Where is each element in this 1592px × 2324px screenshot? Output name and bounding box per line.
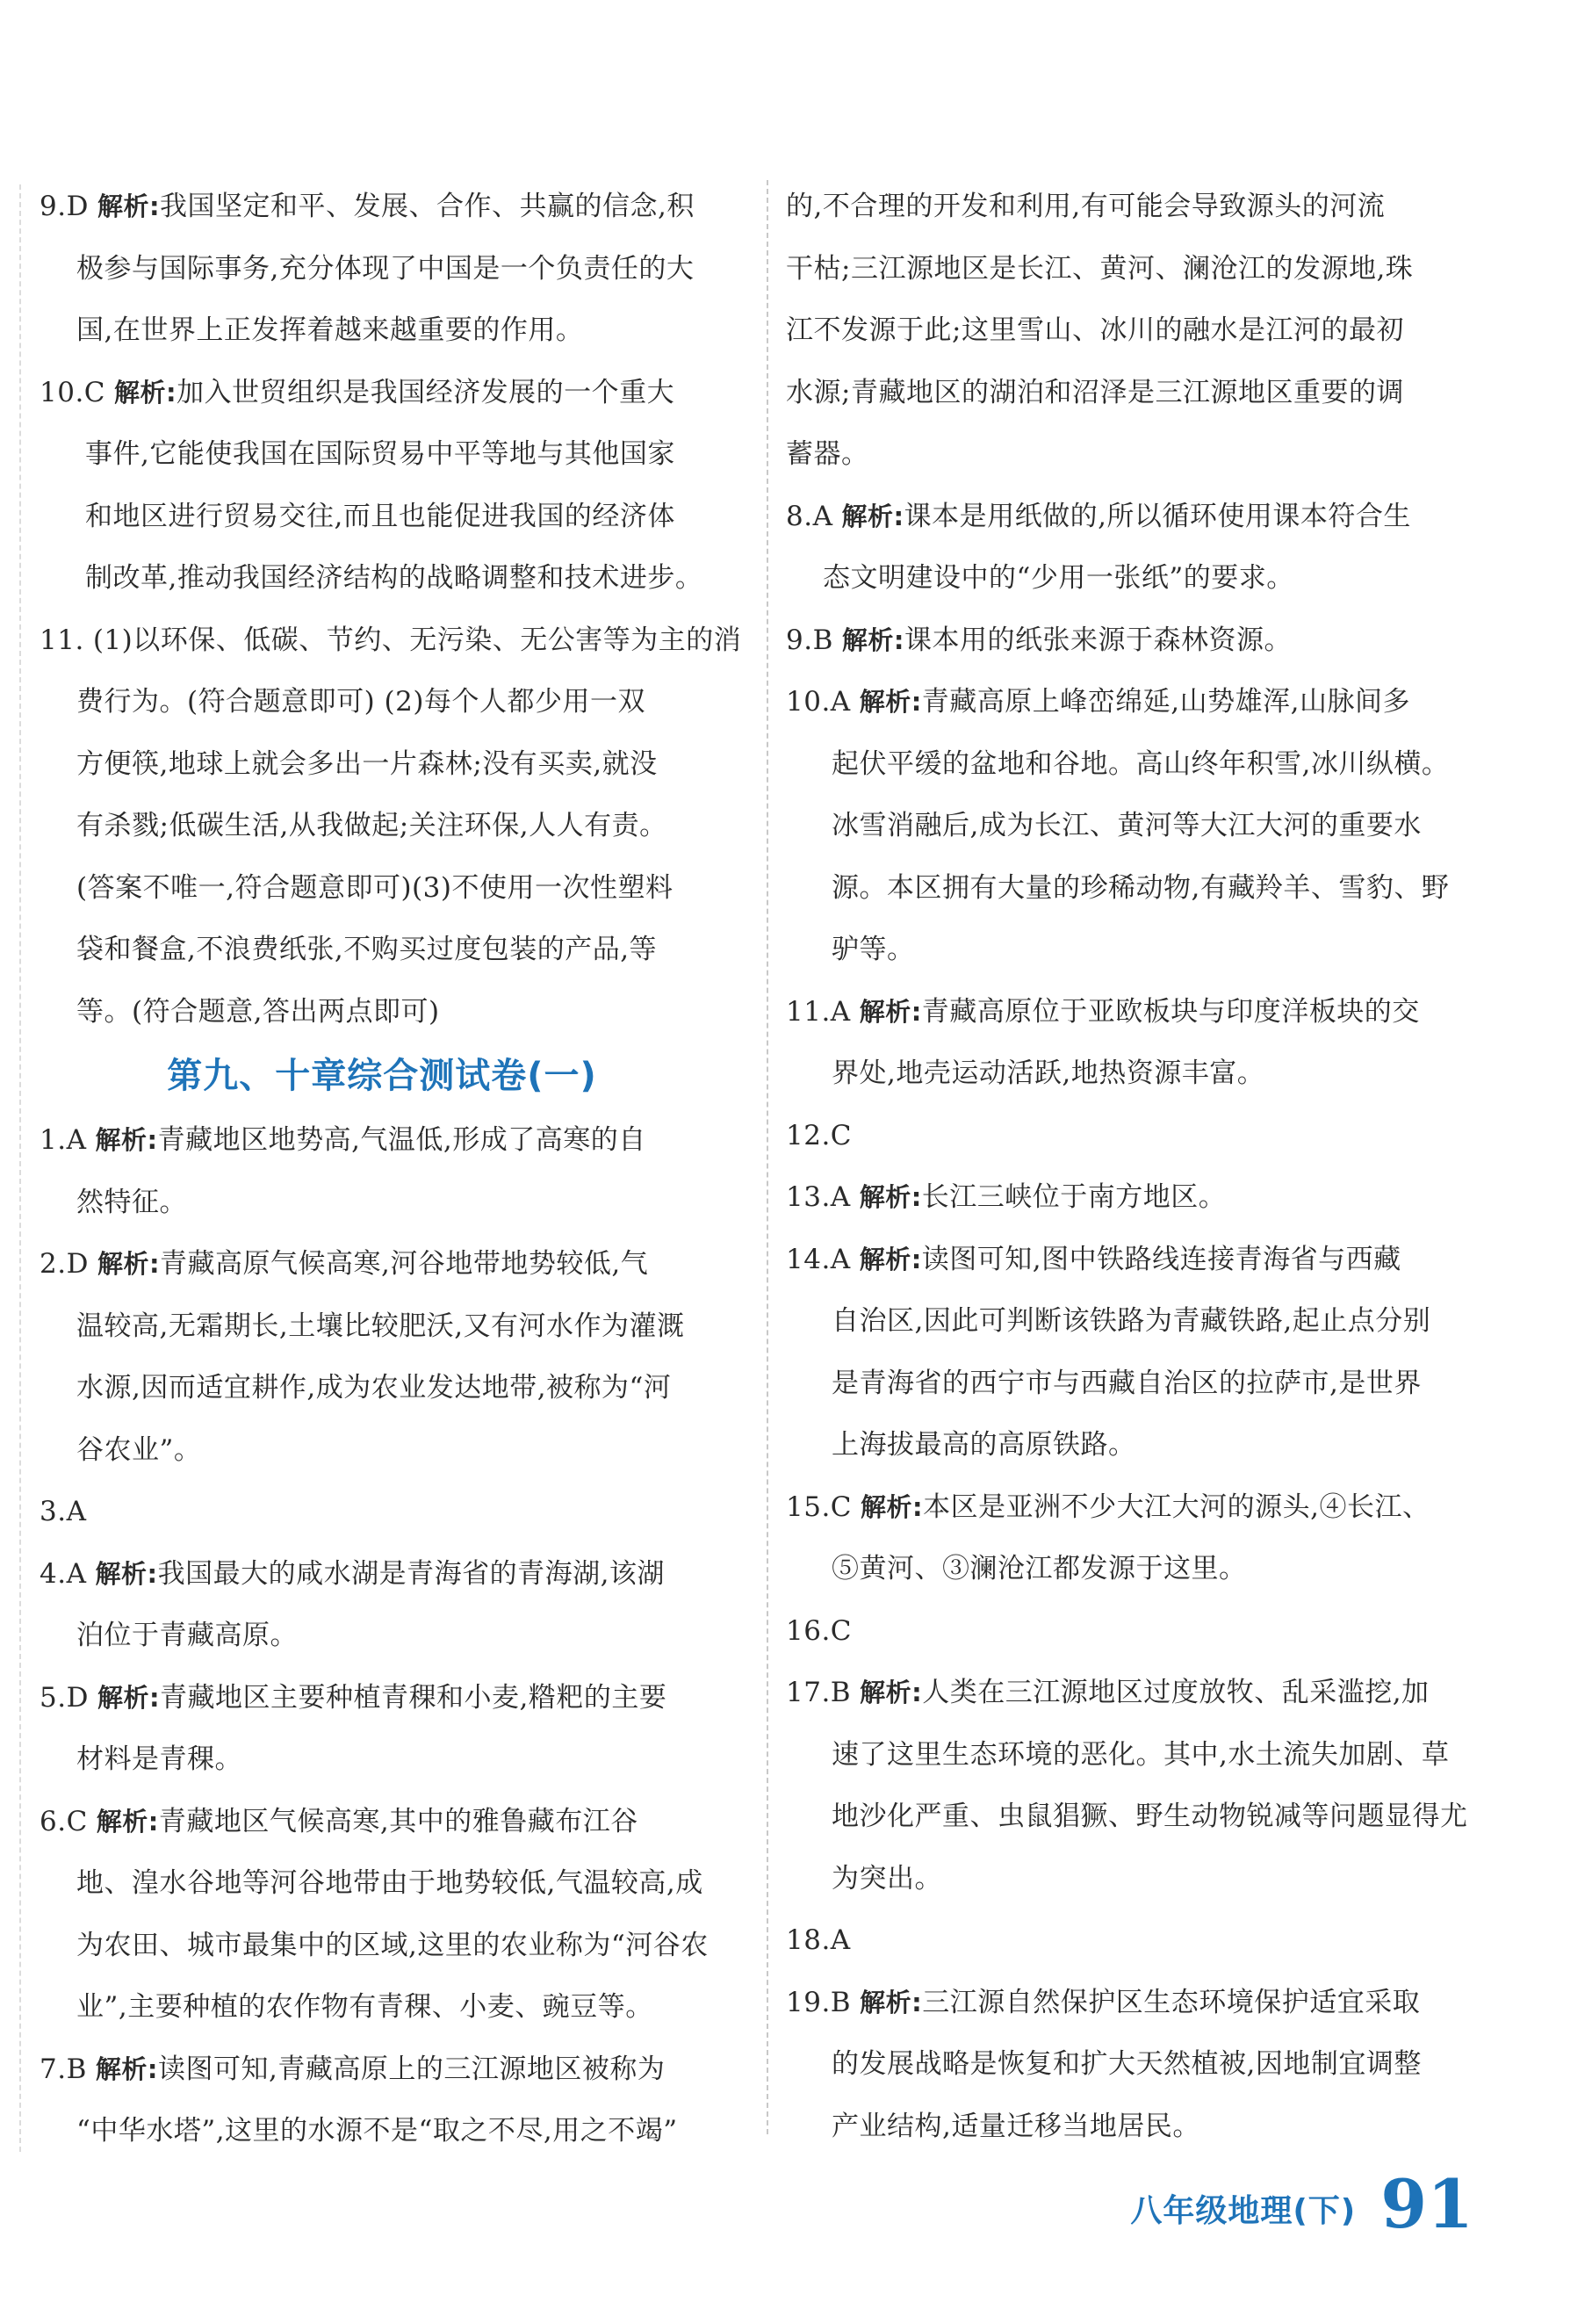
answer-text: 方便筷,地球上就会多出一片森林;没有买卖,就没 xyxy=(76,747,658,780)
page-number: 91 xyxy=(1380,2165,1473,2243)
answer-text: 长江三峡位于南方地区。 xyxy=(921,1181,1227,1213)
answer-item xyxy=(786,486,1471,610)
analysis-label: 解析: xyxy=(114,377,177,408)
answer-text: 我国最大的咸水湖是青海省的青海湖,该湖 xyxy=(157,1557,665,1590)
analysis-label: 解析: xyxy=(860,1678,923,1707)
question-number-answer: 18.A xyxy=(786,1924,851,1956)
question-number-answer: 10.A xyxy=(786,686,851,718)
answer-text: 三江源自然保护区生态环境保护适宜采取 xyxy=(922,1986,1421,2018)
answer-item xyxy=(40,176,724,362)
answer-line xyxy=(40,547,724,610)
answer-line xyxy=(786,1043,1471,1105)
analysis-label: 解析: xyxy=(97,1249,161,1279)
answer-item xyxy=(40,2039,724,2162)
footer-subject: 八年级地理(下) xyxy=(1130,2193,1357,2229)
answer-item xyxy=(40,1543,724,1667)
answer-text: 业”,主要种植的农作物有青稞、小麦、豌豆等。 xyxy=(76,1991,653,2023)
answer-line xyxy=(786,795,1471,857)
answer-line xyxy=(40,981,724,1043)
binding-margin-line xyxy=(19,184,21,2152)
answer-text: 谷农业”。 xyxy=(76,1433,202,1466)
answer-line xyxy=(786,1166,1471,1229)
answer-line xyxy=(40,1109,724,1172)
answer-text: 冰雪消融后,成为长江、黄河等大江大河的重要水 xyxy=(832,810,1422,841)
answer-text: 费行为。(符合题意即可) (2)每个人都少用一双 xyxy=(76,686,645,718)
answer-text: 青藏地区主要种植青稞和小麦,糌粑的主要 xyxy=(160,1681,667,1714)
answer-line xyxy=(40,300,724,362)
answer-line xyxy=(40,1543,724,1606)
answer-text: “中华水塔”,这里的水源不是“取之不尽,用之不竭” xyxy=(76,2115,678,2147)
answer-text: 水源,因而适宜耕作,成为农业发达地带,被称为“河 xyxy=(76,1372,672,1404)
answer-line xyxy=(40,1667,724,1729)
answer-line xyxy=(786,610,1471,672)
answer-line xyxy=(40,610,742,672)
answer-text: 态文明建设中的“少用一张纸”的要求。 xyxy=(823,562,1294,594)
answer-line xyxy=(40,1419,724,1482)
answer-line xyxy=(786,1105,1471,1167)
answer-line xyxy=(40,733,724,796)
answer-item xyxy=(786,1972,1471,2158)
answer-line xyxy=(786,176,1471,238)
answer-text: 源。本区拥有大量的珍稀动物,有藏羚羊、雪豹、野 xyxy=(832,871,1450,904)
answer-line xyxy=(40,2100,724,2162)
analysis-label: 解析: xyxy=(859,687,922,717)
answer-text: 我国坚定和平、发展、合作、共赢的信念,积 xyxy=(160,191,695,222)
answer-item xyxy=(786,1105,1471,1167)
analysis-label: 解析: xyxy=(859,1244,922,1274)
answer-item xyxy=(786,1166,1471,1229)
answer-line xyxy=(40,1605,724,1667)
answer-line xyxy=(40,1852,724,1915)
answer-text: 青藏高原上峰峦绵延,山势雄浑,山脉间多 xyxy=(921,686,1411,718)
answer-item xyxy=(786,671,1471,981)
column-divider xyxy=(767,180,768,2134)
answer-line xyxy=(40,1233,724,1296)
answer-text: 的发展战略是恢复和扩大天然植被,因地制宜调整 xyxy=(832,2048,1422,2080)
answer-text: 课本是用纸做的,所以循环使用课本符合生 xyxy=(904,500,1411,532)
answer-text: 水源;青藏地区的湖泊和沼泽是三江源地区重要的调 xyxy=(786,376,1404,408)
question-number-answer: 14.A xyxy=(786,1243,851,1275)
answer-text: 为突出。 xyxy=(832,1862,942,1895)
answer-line xyxy=(786,919,1471,981)
answer-item xyxy=(786,981,1471,1105)
answer-line xyxy=(786,300,1471,362)
answer-line xyxy=(786,981,1471,1043)
answer-line xyxy=(786,1662,1471,1724)
answer-text: 地沙化严重、虫鼠猖獗、野生动物锐减等问题显得尤 xyxy=(832,1801,1468,1832)
answer-line xyxy=(786,1972,1471,2034)
analysis-label: 解析: xyxy=(859,1182,922,1212)
question-number-answer: 11.A xyxy=(786,995,851,1028)
answer-text: 等。(符合题意,答出两点即可) xyxy=(76,995,440,1028)
answer-line xyxy=(786,1786,1471,1848)
analysis-label: 解析: xyxy=(97,191,161,221)
answer-line xyxy=(786,857,1471,920)
answer-line xyxy=(40,1296,724,1358)
question-number-answer: 9.B xyxy=(786,624,833,656)
question-number-answer: 19.B xyxy=(786,1986,852,2018)
answer-line xyxy=(786,1848,1471,1910)
question-number-answer: 15.C xyxy=(786,1490,853,1523)
answer-line xyxy=(786,733,1471,796)
answer-text: 事件,它能使我国在国际贸易中平等地与其他国家 xyxy=(85,438,675,470)
analysis-label: 解析: xyxy=(97,1682,161,1713)
answer-text: 本区是亚洲不少大江大河的源头,④长江、 xyxy=(923,1490,1430,1523)
answer-item xyxy=(40,1481,724,1543)
answer-line xyxy=(40,2039,724,2101)
answer-text: 青藏高原位于亚欧板块与印度洋板块的交 xyxy=(921,995,1420,1028)
answer-line xyxy=(786,1724,1471,1786)
analysis-label: 解析: xyxy=(841,501,904,531)
answer-line xyxy=(40,1357,724,1419)
answer-line xyxy=(786,362,1471,424)
answer-item xyxy=(40,1667,724,1791)
answer-text: 上海拔最高的高原铁路。 xyxy=(832,1429,1136,1461)
page-footer xyxy=(1130,2161,1473,2243)
answer-text: 起伏平缓的盆地和谷地。高山终年积雪,冰川纵横。 xyxy=(832,747,1450,780)
answer-line xyxy=(40,238,724,300)
answer-line xyxy=(786,1476,1471,1539)
answer-line xyxy=(40,1791,724,1853)
answer-item xyxy=(786,176,1471,486)
question-number-answer: 12.C xyxy=(786,1119,853,1151)
answer-line xyxy=(40,1481,724,1543)
answer-text: 地、湟水谷地等河谷地带由于地势较低,气温较高,成 xyxy=(76,1867,703,1899)
answer-item xyxy=(786,1662,1471,1909)
answer-text: 界处,地壳运动活跃,地热资源丰富。 xyxy=(832,1057,1265,1089)
answer-line xyxy=(786,671,1471,733)
question-number-answer: 11. xyxy=(40,624,84,656)
question-number-answer: 9.D xyxy=(40,191,89,222)
answer-line xyxy=(786,1229,1471,1291)
answer-text: 读图可知,青藏高原上的三江源地区被称为 xyxy=(157,2053,666,2085)
answer-text: 人类在三江源地区过度放牧、乱采滥挖,加 xyxy=(922,1677,1430,1708)
answer-line xyxy=(786,1290,1471,1353)
answer-item xyxy=(786,1909,1471,1972)
answer-text: (1)以环保、低碳、节约、无污染、无公害等为主的消 xyxy=(92,624,742,656)
answer-text: (答案不唯一,符合题意即可)(3)不使用一次性塑料 xyxy=(76,871,674,904)
answer-item xyxy=(40,1233,724,1481)
answer-line xyxy=(40,671,724,733)
analysis-label: 解析: xyxy=(96,1806,159,1837)
answer-line xyxy=(40,857,724,920)
answer-text: 材料是青稞。 xyxy=(76,1743,242,1775)
answer-line xyxy=(786,2096,1471,2158)
answer-line xyxy=(786,1538,1471,1600)
question-number-answer: 13.A xyxy=(786,1181,851,1213)
answer-line xyxy=(40,486,724,548)
section-title: 第九、十章综合测试卷(一) xyxy=(167,1056,597,1096)
answer-text: 有杀戮;低碳生活,从我做起;关注环保,人人有责。 xyxy=(76,810,667,841)
question-number-answer: 10.C xyxy=(40,376,106,408)
answer-item xyxy=(40,610,742,1043)
question-number-answer: 3.A xyxy=(40,1496,87,1527)
answer-text: 速了这里生态环境的恶化。其中,水土流失加剧、草 xyxy=(832,1738,1450,1771)
answer-text: 的,不合理的开发和利用,有可能会导致源头的河流 xyxy=(786,191,1386,222)
answer-line xyxy=(786,1600,1471,1663)
answer-line xyxy=(786,486,1471,548)
answer-text: 青藏高原气候高寒,河谷地带地势较低,气 xyxy=(160,1248,649,1280)
answer-text: 然特征。 xyxy=(76,1186,187,1218)
answer-line xyxy=(786,423,1471,486)
answer-item xyxy=(786,1476,1471,1600)
answer-text: 青藏地区地势高,气温低,形成了高寒的自 xyxy=(157,1124,646,1156)
question-number-answer: 5.D xyxy=(40,1681,89,1714)
left-column xyxy=(40,176,742,2162)
answer-text: 课本用的纸张来源于森林资源。 xyxy=(904,624,1292,656)
analysis-label: 解析: xyxy=(861,1491,924,1522)
answer-line xyxy=(786,1414,1471,1476)
answer-line xyxy=(786,238,1471,300)
answer-line xyxy=(786,2033,1471,2096)
answer-line xyxy=(40,362,724,424)
analysis-label: 解析: xyxy=(841,624,904,655)
answer-text: 干枯;三江源地区是长江、黄河、澜沧江的发源地,珠 xyxy=(786,252,1414,285)
analysis-label: 解析: xyxy=(95,1125,158,1155)
answer-text: 制改革,推动我国经济结构的战略调整和技术进步。 xyxy=(85,562,703,594)
answer-item xyxy=(786,1229,1471,1476)
answer-text: 温较高,无霜期长,土壤比较肥沃,又有河水作为灌溉 xyxy=(76,1310,685,1342)
answer-text: 自治区,因此可判断该铁路为青藏铁路,起止点分别 xyxy=(832,1305,1431,1337)
question-number-answer: 16.C xyxy=(786,1614,853,1647)
question-number-answer: 1.A xyxy=(40,1124,87,1156)
answer-line xyxy=(40,1915,724,1977)
answer-line xyxy=(40,176,724,238)
answer-text: 为农田、城市最集中的区域,这里的农业称为“河谷农 xyxy=(76,1929,709,1961)
question-number-answer: 2.D xyxy=(40,1248,89,1280)
answer-item xyxy=(40,362,724,610)
answer-text: 是青海省的西宁市与西藏自治区的拉萨市,是世界 xyxy=(832,1367,1422,1399)
answer-text: ⑤黄河、③澜沧江都发源于这里。 xyxy=(832,1553,1247,1584)
analysis-label: 解析: xyxy=(860,1987,923,2017)
analysis-label: 解析: xyxy=(95,2053,158,2084)
answer-text: 青藏地区气候高寒,其中的雅鲁藏布江谷 xyxy=(158,1805,638,1837)
answer-line xyxy=(786,1909,1471,1972)
answer-line xyxy=(40,795,724,857)
answer-item xyxy=(786,610,1471,672)
question-number-answer: 7.B xyxy=(40,2053,87,2085)
answer-text: 极参与国际事务,充分体现了中国是一个负责任的大 xyxy=(76,252,695,285)
question-number-answer: 6.C xyxy=(40,1805,88,1837)
answer-line xyxy=(40,1172,724,1234)
answer-item xyxy=(40,1791,724,2039)
answer-item xyxy=(40,1109,724,1233)
question-number-answer: 8.A xyxy=(786,500,833,532)
answer-line xyxy=(40,423,724,486)
answer-text: 产业结构,适量迁移当地居民。 xyxy=(832,2110,1200,2142)
answer-line xyxy=(40,1729,724,1791)
answer-line xyxy=(786,1353,1471,1415)
answer-text: 江不发源于此;这里雪山、冰川的融水是江河的最初 xyxy=(786,314,1404,346)
answer-line xyxy=(786,547,1471,610)
answer-text: 加入世贸组织是我国经济发展的一个重大 xyxy=(176,376,675,408)
analysis-label: 解析: xyxy=(859,996,922,1027)
answer-text: 和地区进行贸易交往,而且也能促进我国的经济体 xyxy=(85,500,675,532)
question-number-answer: 17.B xyxy=(786,1677,852,1708)
answer-line xyxy=(40,919,724,981)
answer-item xyxy=(786,1600,1471,1663)
answer-line xyxy=(40,1976,724,2039)
answer-text: 读图可知,图中铁路线连接青海省与西藏 xyxy=(921,1243,1401,1275)
answer-text: 国,在世界上正发挥着越来越重要的作用。 xyxy=(76,314,584,346)
question-number-answer: 4.A xyxy=(40,1557,87,1590)
analysis-label: 解析: xyxy=(95,1558,158,1589)
answer-text: 袋和餐盒,不浪费纸张,不购买过度包装的产品,等 xyxy=(76,934,658,965)
answer-text: 蓄器。 xyxy=(786,438,869,470)
answer-text: 泊位于青藏高原。 xyxy=(76,1620,298,1651)
answer-text: 驴等。 xyxy=(832,934,915,965)
right-column xyxy=(786,176,1471,2157)
